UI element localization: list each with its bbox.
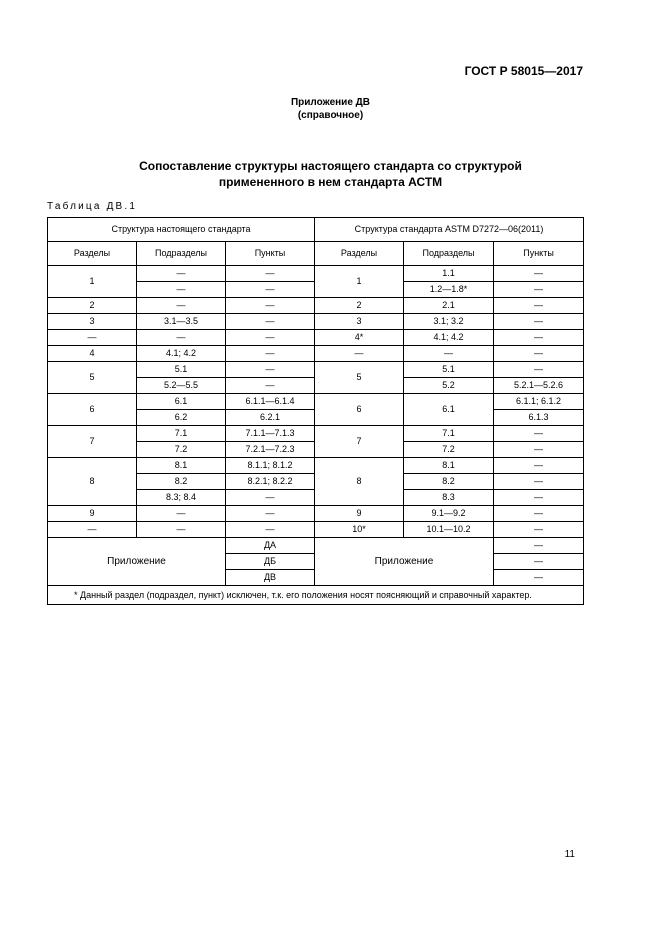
table-row	[48, 506, 584, 522]
table-row	[48, 522, 584, 538]
table-cell: —	[48, 330, 137, 346]
appendix-dash-cell: —	[494, 538, 584, 554]
col-header-subsections: Подразделы	[137, 242, 226, 266]
table-row	[48, 394, 584, 410]
table-cell: 7.1	[137, 426, 226, 442]
table-cell: 6.2.1	[226, 410, 315, 426]
col-header-items: Пункты	[226, 242, 315, 266]
col-header-sections: Разделы	[48, 242, 137, 266]
col-header-sections-astm: Разделы	[315, 242, 404, 266]
table-cell: 5.2.1—5.2.6	[494, 378, 584, 394]
table-cell: —	[494, 474, 584, 490]
table-cell: —	[226, 362, 315, 378]
table-cell: 1	[315, 266, 404, 298]
table-row	[48, 314, 584, 330]
table-cell: 7.1.1—7.1.3	[226, 426, 315, 442]
table-cell: —	[494, 362, 584, 378]
table-cell: 6.1.1; 6.1.2	[494, 394, 584, 410]
table-cell: 5.2—5.5	[137, 378, 226, 394]
table-cell: —	[494, 506, 584, 522]
table-row	[48, 426, 584, 442]
table-cell: 5.1	[137, 362, 226, 378]
table-cell: 6.1	[137, 394, 226, 410]
section-title	[0, 158, 661, 190]
table-row	[48, 362, 584, 378]
table-cell: 5.2	[404, 378, 494, 394]
table-cell: —	[226, 378, 315, 394]
title-line-1: Сопоставление структуры настоящего стандарта со структурой	[139, 159, 522, 173]
table-cell: —	[404, 346, 494, 362]
table-cell: 8.2.1; 8.2.2	[226, 474, 315, 490]
appendix-cell: ДВ	[226, 570, 315, 586]
table-cell: 10*	[315, 522, 404, 538]
table-cell: —	[137, 506, 226, 522]
table-cell: —	[226, 506, 315, 522]
col-header-subsections-astm: Подразделы	[404, 242, 494, 266]
table-row	[48, 346, 584, 362]
table-cell: 5.1	[404, 362, 494, 378]
table-cell: —	[226, 346, 315, 362]
table-cell: 3.1; 3.2	[404, 314, 494, 330]
table-cell: —	[226, 522, 315, 538]
table-cell: 6.1.1—6.1.4	[226, 394, 315, 410]
table-cell: 7.1	[404, 426, 494, 442]
table-cell: —	[137, 298, 226, 314]
appendix-label-left: Приложение	[48, 538, 226, 586]
table-cell: 10.1—10.2	[404, 522, 494, 538]
table-cell: 8.3	[404, 490, 494, 506]
table-caption: Таблица ДВ.1	[47, 201, 138, 212]
table-cell: —	[315, 346, 404, 362]
table-row	[48, 330, 584, 346]
table-cell: —	[137, 266, 226, 282]
table-cell: —	[494, 298, 584, 314]
table-cell: —	[494, 330, 584, 346]
column-header-row	[48, 242, 584, 266]
table-cell: —	[226, 282, 315, 298]
table-cell: 8.2	[404, 474, 494, 490]
table-cell: 4.1; 4.2	[404, 330, 494, 346]
table-cell: 8.3; 8.4	[137, 490, 226, 506]
table-cell: 4	[48, 346, 137, 362]
table-cell: —	[226, 266, 315, 282]
table-cell: 4.1; 4.2	[137, 346, 226, 362]
document-id: ГОСТ Р 58015—2017	[464, 64, 583, 78]
table-cell: 9	[315, 506, 404, 522]
table-cell: —	[494, 522, 584, 538]
table-cell: —	[494, 266, 584, 282]
table-cell: —	[226, 298, 315, 314]
table-cell: 9.1—9.2	[404, 506, 494, 522]
table-cell: —	[494, 426, 584, 442]
appendix-title: Приложение ДВ	[290, 97, 371, 108]
col-header-items-astm: Пункты	[494, 242, 584, 266]
table-cell: —	[494, 346, 584, 362]
table-cell: 6	[315, 394, 404, 426]
table-cell: 6.1	[404, 394, 494, 426]
table-cell: 3.1—3.5	[137, 314, 226, 330]
table-footnote: * Данный раздел (подраздел, пункт) исключен, т.к. его положения носят поясняющий и справочный характер.	[48, 586, 584, 605]
table-cell: 7.2	[404, 442, 494, 458]
appendix-row	[48, 538, 584, 554]
table-cell: —	[137, 330, 226, 346]
table-cell: 8.2	[137, 474, 226, 490]
table-row	[48, 266, 584, 282]
appendix-cell: ДБ	[226, 554, 315, 570]
appendix-label-right: Приложение	[315, 538, 494, 586]
table-cell: 7.2	[137, 442, 226, 458]
table-cell: —	[226, 490, 315, 506]
table-cell: —	[226, 314, 315, 330]
table-cell: 3	[315, 314, 404, 330]
appendix-heading	[0, 96, 661, 122]
table-cell: 8	[48, 458, 137, 506]
table-cell: —	[494, 490, 584, 506]
table-row	[48, 458, 584, 474]
table-cell: —	[494, 282, 584, 298]
table-cell: 8.1.1; 8.1.2	[226, 458, 315, 474]
table-cell: 2.1	[404, 298, 494, 314]
appendix-dash-cell: —	[494, 554, 584, 570]
table-cell: 2	[315, 298, 404, 314]
table-cell: 9	[48, 506, 137, 522]
table-row	[48, 298, 584, 314]
table-cell: 7.2.1—7.2.3	[226, 442, 315, 458]
table-cell: 6	[48, 394, 137, 426]
table-cell: 3	[48, 314, 137, 330]
group-header-right: Структура стандарта ASTM D7272—06(2011)	[315, 218, 584, 242]
page-number: 11	[564, 849, 575, 860]
table-cell: 8.1	[137, 458, 226, 474]
table-cell: 5	[48, 362, 137, 394]
table-cell: 8	[315, 458, 404, 506]
comparison-table	[47, 217, 584, 605]
table-cell: 1	[48, 266, 137, 298]
table-cell: —	[226, 330, 315, 346]
table-cell: —	[494, 442, 584, 458]
appendix-cell: ДА	[226, 538, 315, 554]
table-cell: 4*	[315, 330, 404, 346]
table-cell: 7	[48, 426, 137, 458]
table-cell: 5	[315, 362, 404, 394]
table-cell: —	[494, 314, 584, 330]
appendix-kind: (справочное)	[297, 110, 364, 121]
group-header-row	[48, 218, 584, 242]
table-cell: 6.1.3	[494, 410, 584, 426]
table-cell: 7	[315, 426, 404, 458]
table-cell: 2	[48, 298, 137, 314]
appendix-dash-cell: —	[494, 570, 584, 586]
table-cell: 6.2	[137, 410, 226, 426]
table-cell: —	[494, 458, 584, 474]
table-cell: 8.1	[404, 458, 494, 474]
table-cell: —	[48, 522, 137, 538]
footnote-row	[48, 586, 584, 605]
table-cell: 1.2—1.8*	[404, 282, 494, 298]
table-cell: 1.1	[404, 266, 494, 282]
title-line-2: примененного в нем стандарта АСТМ	[218, 175, 443, 189]
table-cell: —	[137, 282, 226, 298]
group-header-left: Структура настоящего стандарта	[48, 218, 315, 242]
table-cell: —	[137, 522, 226, 538]
